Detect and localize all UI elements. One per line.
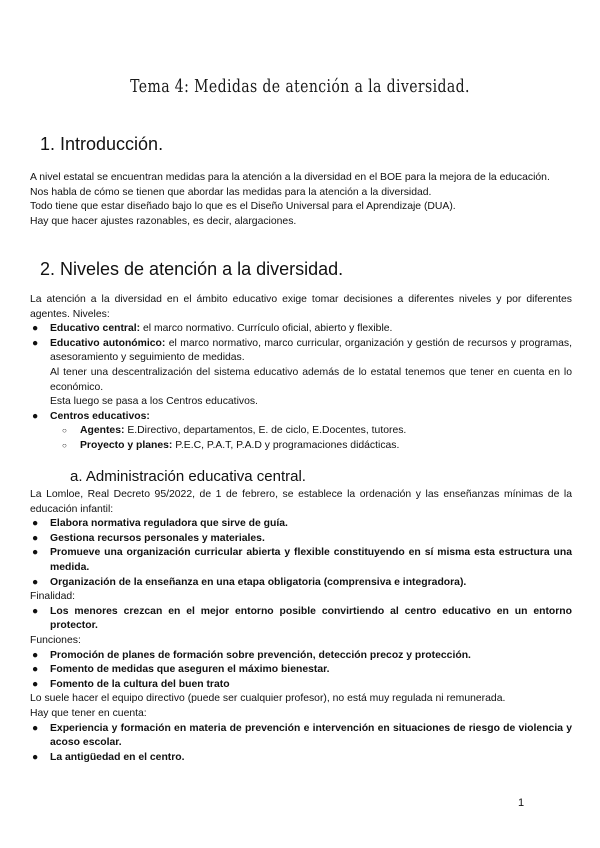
paragraph-line: A nivel estatal se encuentran medidas para la atención a la diversidad en el BOE para la mejora de la educación.	[30, 172, 550, 183]
label-funciones: Funciones:	[30, 634, 81, 646]
bullet-icon: ●	[32, 605, 39, 617]
bullet-icon: ●	[32, 532, 39, 544]
list-item-continuation: Esta luego se pasa a los Centros educativos.	[50, 396, 258, 408]
paragraph: Lo suele hacer el equipo directivo (puede ser cualquier profesor), no está muy regulada ni remunerada.	[30, 693, 506, 705]
sub-list-item	[30, 424, 572, 439]
list-item-text: E.Directivo, departamentos, E. de ciclo, E.Docentes, tutores.	[124, 425, 407, 437]
bullet-list	[30, 322, 572, 453]
list-item	[30, 517, 572, 532]
subsection-administracion-body	[30, 488, 572, 765]
bullet-icon: ●	[32, 649, 39, 661]
list-item	[30, 546, 572, 575]
list-item-bold: Agentes:	[80, 425, 125, 437]
list-item	[30, 722, 572, 751]
paragraph: La Lomloe, Real Decreto 95/2022, de 1 de febrero, se establece la ordenación y las enseñanzas mínimas de la educación infantil:	[30, 489, 572, 515]
list-item-bold: Organización de la enseñanza en una etapa obligatoria (comprensiva e integradora).	[50, 576, 467, 588]
list-item	[30, 649, 572, 664]
paragraph-line: Todo tiene que estar diseñado bajo lo que es el Diseño Universal para el Aprendizaje (DUA).	[30, 201, 456, 213]
list-item-bold: Los menores crezcan en el mejor entorno posible convirtiendo al centro educativo en un entorno protector.	[50, 605, 572, 632]
bullet-icon: ●	[32, 678, 39, 690]
list-item-text: el marco normativo. Currículo oficial, abierto y flexible.	[140, 323, 393, 335]
bullet-icon: ●	[32, 547, 39, 559]
list-item-bold: Gestiona recursos personales y materiales.	[50, 532, 265, 544]
section-heading-introduccion: 1. Introducción.	[40, 134, 164, 154]
list-item	[30, 678, 572, 693]
page-number: 1	[518, 797, 525, 809]
bullet-list	[30, 649, 572, 693]
bullet-icon: ●	[32, 410, 39, 422]
list-item-bold: Fomento de la cultura del buen trato	[50, 678, 230, 690]
list-item	[30, 663, 572, 678]
bullet-list	[30, 517, 572, 590]
label-finalidad: Finalidad:	[30, 591, 76, 603]
list-item	[30, 337, 572, 410]
page-title: Tema 4: Medidas de atención a la diversidad.	[130, 76, 470, 97]
bullet-icon: ●	[32, 722, 39, 734]
list-item	[30, 532, 572, 547]
section-introduccion-body	[30, 171, 572, 229]
list-item-bold: Proyecto y planes:	[80, 439, 173, 451]
list-item-continuation: Al tener una descentralización del sistema educativo además de lo estatal tenemos que tener en cuenta en lo económico.	[50, 366, 572, 393]
list-item	[30, 605, 572, 634]
bullet-list	[30, 605, 572, 634]
paragraph-line: Nos habla de cómo se tienen que abordar las medidas para la atención a la diversidad.	[30, 186, 432, 198]
list-item-bold: Elabora normativa reguladora que sirve de guía.	[50, 518, 288, 530]
list-item-bold: Educativo autonómico:	[50, 337, 166, 349]
section-niveles-body	[30, 293, 572, 454]
list-item	[30, 576, 572, 591]
list-item-bold: La antigüedad en el centro.	[50, 751, 185, 763]
list-item-bold: Promoción de planes de formación sobre prevención, detección precoz y protección.	[50, 649, 471, 661]
sub-list-item	[30, 439, 572, 454]
section-heading-niveles: 2. Niveles de atención a la diversidad.	[40, 259, 344, 279]
paragraph-line: Hay que hacer ajustes razonables, es decir, alargaciones.	[30, 215, 297, 227]
subsection-heading-administracion: a. Administración educativa central.	[70, 468, 306, 485]
list-item	[30, 751, 572, 766]
label-tener-en-cuenta: Hay que tener en cuenta:	[30, 707, 147, 719]
list-item-bold: Educativo central:	[50, 323, 141, 335]
list-item-text: el marco normativo, marco curricular, organización y gestión de recursos y programas, asesoramiento y seguimiento de medidas.	[50, 337, 572, 364]
bullet-icon: ●	[32, 664, 39, 676]
list-item-bold: Promueve una organización curricular abierta y flexible constituyendo en sí misma esta estructura una medida.	[50, 547, 572, 573]
list-item-text: P.E.C, P.A.T, P.A.D y programaciones didácticas.	[172, 439, 400, 451]
list-item-bold: Experiencia y formación en materia de prevención e intervención en situaciones de riesgo de violencia y acoso escolar.	[50, 722, 572, 749]
hollow-bullet-icon: ○	[62, 440, 67, 450]
bullet-list	[30, 722, 572, 766]
list-item-bold: Centros educativos:	[50, 410, 150, 422]
list-item-bold: Fomento de medidas que aseguren el máximo bienestar.	[50, 664, 330, 676]
hollow-bullet-icon: ○	[62, 426, 67, 436]
bullet-icon: ●	[32, 576, 39, 588]
paragraph: La atención a la diversidad en el ámbito educativo exige tomar decisiones a diferentes niveles y por diferentes agentes. Niveles:	[30, 294, 572, 320]
bullet-icon: ●	[32, 323, 39, 335]
bullet-icon: ●	[32, 518, 39, 530]
list-item	[30, 322, 572, 337]
bullet-icon: ●	[32, 337, 39, 349]
list-item	[30, 410, 572, 425]
bullet-icon: ●	[32, 751, 39, 763]
